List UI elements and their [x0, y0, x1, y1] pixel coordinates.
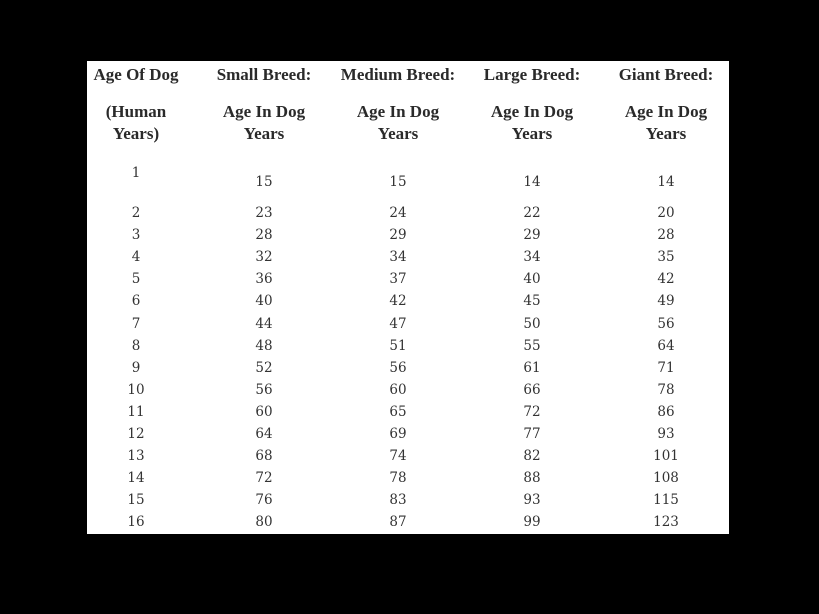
cell-giant-breed-row-1: 14: [657, 174, 675, 190]
cell-medium-breed-row-12: 69: [389, 426, 407, 442]
subheader-small-dog-years-line-1: Age In Dog: [222, 102, 306, 121]
cell-giant-breed-row-10: 78: [657, 382, 675, 398]
cell-human-age-row-16: 16: [127, 514, 145, 530]
cell-giant-breed-row-14: 108: [653, 470, 679, 486]
header-age-of-dog: Age Of Dog: [93, 65, 179, 84]
cell-small-breed-row-5: 36: [255, 271, 273, 287]
header-giant-breed: Giant Breed:: [618, 65, 714, 84]
cell-large-breed-row-8: 55: [523, 338, 541, 354]
cell-giant-breed-row-11: 86: [657, 404, 675, 420]
cell-large-breed-row-12: 77: [523, 426, 541, 442]
cell-medium-breed-row-3: 29: [389, 227, 407, 243]
cell-giant-breed-row-16: 123: [653, 514, 679, 530]
cell-medium-breed-row-2: 24: [389, 205, 407, 221]
cell-giant-breed-row-4: 35: [657, 249, 675, 265]
cell-medium-breed-row-14: 78: [389, 470, 407, 486]
subheader-giant-dog-years-line-2: Years: [645, 124, 687, 143]
cell-human-age-row-8: 8: [131, 338, 141, 354]
cell-human-age-row-1: 1: [131, 165, 141, 181]
subheader-giant-dog-years-line-1: Age In Dog: [624, 102, 708, 121]
cell-small-breed-row-7: 44: [255, 316, 273, 332]
cell-medium-breed-row-10: 60: [389, 382, 407, 398]
cell-medium-breed-row-4: 34: [389, 249, 407, 265]
header-small-breed: Small Breed:: [216, 65, 312, 84]
cell-human-age-row-5: 5: [131, 271, 141, 287]
cell-human-age-row-2: 2: [131, 205, 141, 221]
cell-human-age-row-10: 10: [127, 382, 145, 398]
subheader-large-dog-years-line-1: Age In Dog: [490, 102, 574, 121]
cell-large-breed-row-2: 22: [523, 205, 541, 221]
subheader-small-dog-years-line-2: Years: [243, 124, 285, 143]
cell-medium-breed-row-5: 37: [389, 271, 407, 287]
cell-human-age-row-9: 9: [131, 360, 141, 376]
cell-human-age-row-12: 12: [127, 426, 145, 442]
subheader-human-years-line-2: Years): [112, 124, 160, 143]
cell-small-breed-row-13: 68: [255, 448, 273, 464]
cell-human-age-row-4: 4: [131, 249, 141, 265]
cell-giant-breed-row-12: 93: [657, 426, 675, 442]
cell-small-breed-row-2: 23: [255, 205, 273, 221]
cell-giant-breed-row-6: 49: [657, 293, 675, 309]
cell-medium-breed-row-11: 65: [389, 404, 407, 420]
cell-human-age-row-15: 15: [127, 492, 145, 508]
cell-giant-breed-row-13: 101: [653, 448, 679, 464]
cell-human-age-row-14: 14: [127, 470, 145, 486]
cell-medium-breed-row-8: 51: [389, 338, 407, 354]
cell-giant-breed-row-8: 64: [657, 338, 675, 354]
subheader-medium-dog-years-line-1: Age In Dog: [356, 102, 440, 121]
subheader-medium-dog-years-line-2: Years: [377, 124, 419, 143]
cell-small-breed-row-10: 56: [255, 382, 273, 398]
cell-small-breed-row-16: 80: [255, 514, 273, 530]
cell-small-breed-row-3: 28: [255, 227, 273, 243]
cell-small-breed-row-8: 48: [255, 338, 273, 354]
cell-small-breed-row-14: 72: [255, 470, 273, 486]
cell-giant-breed-row-9: 71: [657, 360, 675, 376]
cell-small-breed-row-1: 15: [255, 174, 273, 190]
subheader-human-years-line-1: (Human: [105, 102, 167, 121]
cell-large-breed-row-13: 82: [523, 448, 541, 464]
cell-large-breed-row-3: 29: [523, 227, 541, 243]
cell-human-age-row-11: 11: [127, 404, 145, 420]
cell-giant-breed-row-7: 56: [657, 316, 675, 332]
cell-large-breed-row-10: 66: [523, 382, 541, 398]
cell-large-breed-row-11: 72: [523, 404, 541, 420]
header-medium-breed: Medium Breed:: [340, 65, 456, 84]
cell-small-breed-row-6: 40: [255, 293, 273, 309]
cell-large-breed-row-14: 88: [523, 470, 541, 486]
header-large-breed: Large Breed:: [483, 65, 581, 84]
cell-large-breed-row-4: 34: [523, 249, 541, 265]
cell-small-breed-row-9: 52: [255, 360, 273, 376]
cell-large-breed-row-16: 99: [523, 514, 541, 530]
cell-medium-breed-row-6: 42: [389, 293, 407, 309]
cell-large-breed-row-7: 50: [523, 316, 541, 332]
subheader-large-dog-years-line-2: Years: [511, 124, 553, 143]
cell-medium-breed-row-16: 87: [389, 514, 407, 530]
cell-giant-breed-row-15: 115: [653, 492, 679, 508]
cell-medium-breed-row-13: 74: [389, 448, 407, 464]
cell-small-breed-row-11: 60: [255, 404, 273, 420]
cell-human-age-row-7: 7: [131, 316, 141, 332]
cell-human-age-row-13: 13: [127, 448, 145, 464]
cell-medium-breed-row-7: 47: [389, 316, 407, 332]
cell-large-breed-row-15: 93: [523, 492, 541, 508]
cell-large-breed-row-9: 61: [523, 360, 541, 376]
cell-giant-breed-row-5: 42: [657, 271, 675, 287]
cell-small-breed-row-15: 76: [255, 492, 273, 508]
cell-medium-breed-row-15: 83: [389, 492, 407, 508]
cell-large-breed-row-1: 14: [523, 174, 541, 190]
cell-giant-breed-row-3: 28: [657, 227, 675, 243]
cell-large-breed-row-6: 45: [523, 293, 541, 309]
cell-medium-breed-row-9: 56: [389, 360, 407, 376]
cell-giant-breed-row-2: 20: [657, 205, 675, 221]
cell-human-age-row-3: 3: [131, 227, 141, 243]
cell-small-breed-row-12: 64: [255, 426, 273, 442]
cell-large-breed-row-5: 40: [523, 271, 541, 287]
cell-human-age-row-6: 6: [131, 293, 141, 309]
cell-small-breed-row-4: 32: [255, 249, 273, 265]
cell-medium-breed-row-1: 15: [389, 174, 407, 190]
dog-age-table: [87, 61, 729, 534]
